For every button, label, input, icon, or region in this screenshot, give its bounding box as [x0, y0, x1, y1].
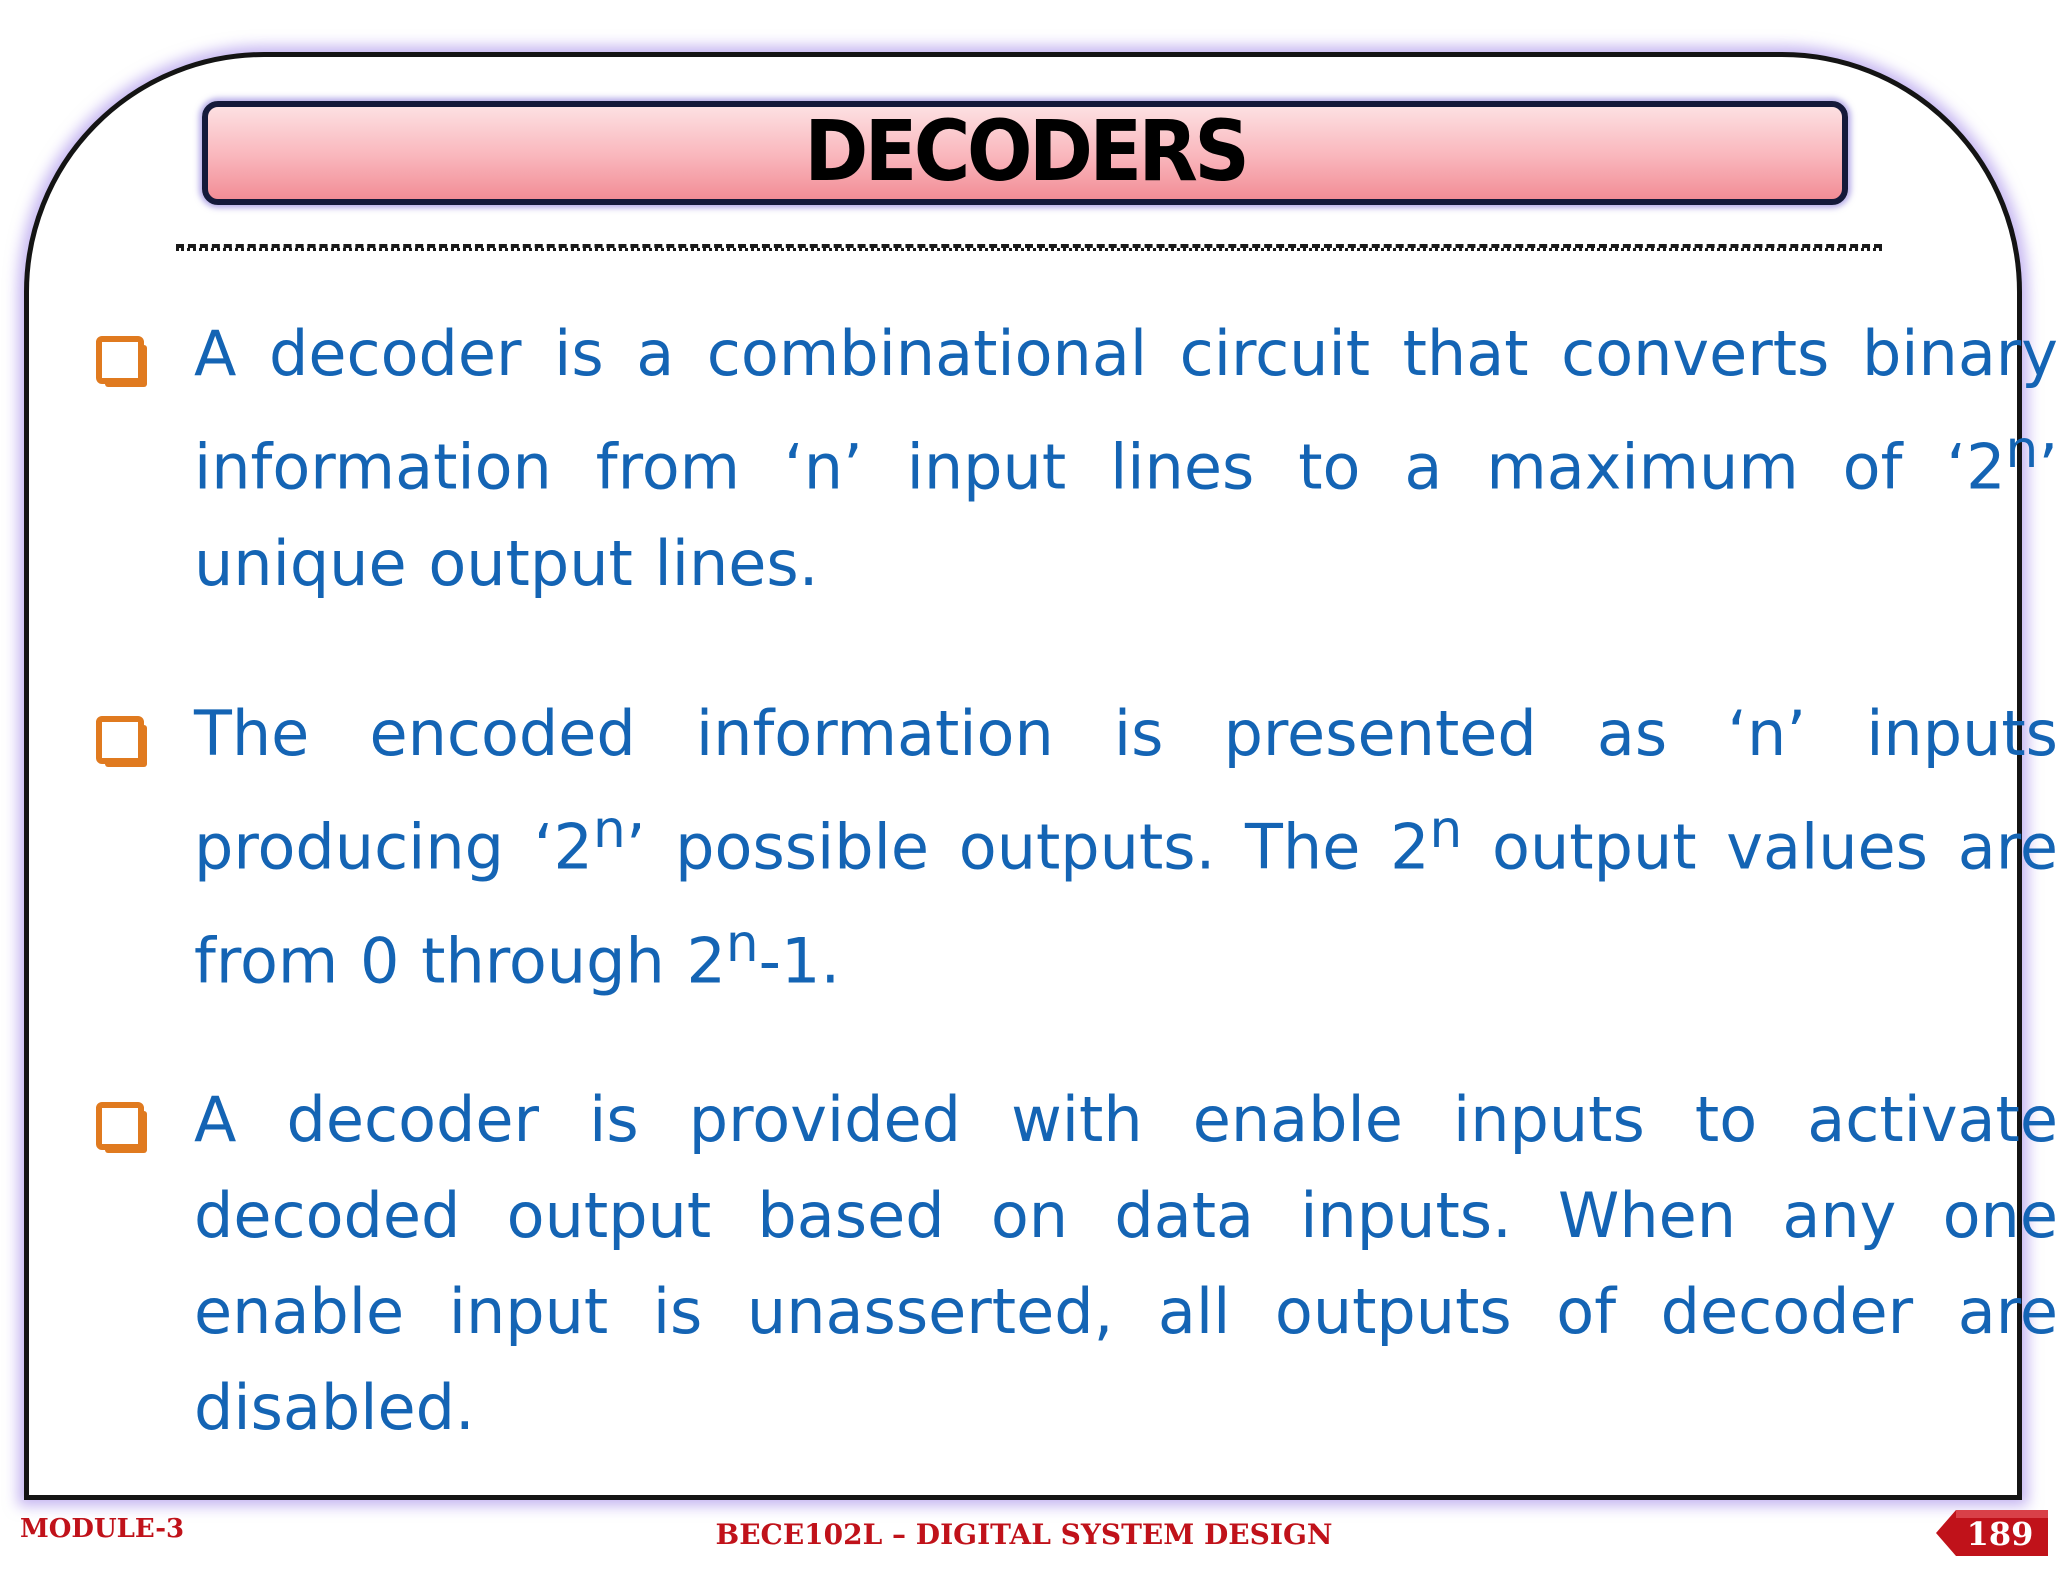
bullet-text: The encoded information is presented as ‘n’ inputs producing ‘2$^n$’ possible outputs. The 2$^n$ output values are from 0 through 2$^n$-1.: [194, 697, 2058, 998]
checkbox-bullet-icon: [96, 716, 152, 772]
bullet-text: A decoder is a combinational circuit that converts binary information from ‘n’ input lines to a maximum of ‘2$^n$’ unique output lines.: [194, 317, 2058, 600]
checkbox-bullet-icon: [96, 336, 152, 392]
footer-module-label: MODULE-3: [20, 1514, 185, 1544]
bullet-text: A decoder is provided with enable inputs to activate decoded output based on data inputs. When any one enable input is unasserted, all outputs of decoder are disabled.: [194, 1083, 2058, 1444]
page-number: 189: [1966, 1515, 2034, 1553]
footer-course-title: BECE102L – DIGITAL SYSTEM DESIGN: [715, 1518, 1333, 1551]
checkbox-bullet-icon: [96, 1102, 152, 1158]
slide-title: DECODERS: [803, 102, 1247, 200]
